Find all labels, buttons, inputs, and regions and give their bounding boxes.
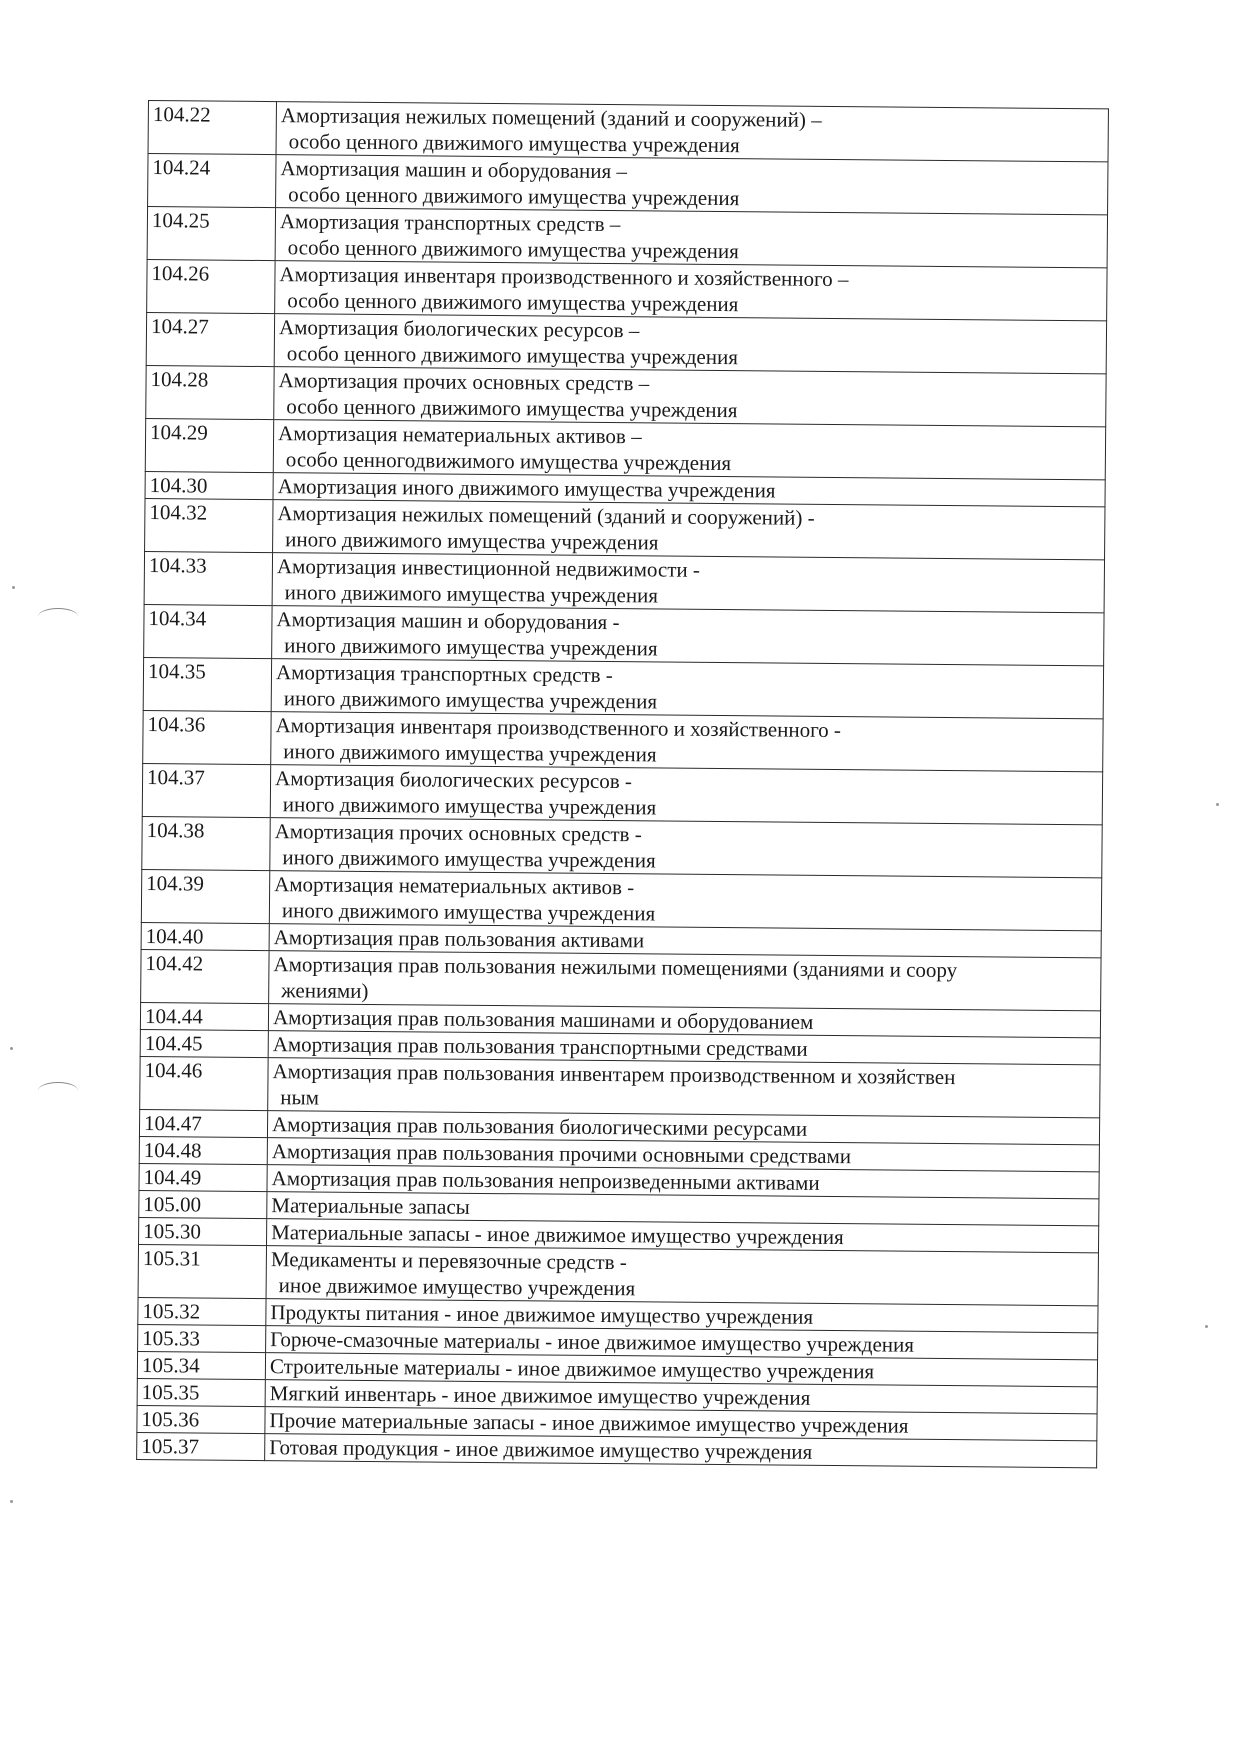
account-code: 104.33 <box>144 551 272 605</box>
table-row <box>147 207 1107 268</box>
account-code: 104.25 <box>147 207 275 261</box>
account-name-continuation: иного движимого имущества учреждения <box>285 527 659 555</box>
account-code: 105.37 <box>137 1432 265 1460</box>
account-name-line: Готовая продукция - иное движимое имущество учреждения <box>269 1435 813 1464</box>
account-code: 104.22 <box>148 101 276 155</box>
account-name <box>275 208 1107 268</box>
account-code: 104.45 <box>140 1029 268 1057</box>
accounts-sheet <box>136 100 1108 1468</box>
account-name-line: Амортизация прав пользования непроизведенными активами <box>271 1166 820 1195</box>
account-code: 104.37 <box>142 763 270 817</box>
account-code: 105.00 <box>139 1190 267 1218</box>
account-name-line: Горюче-смазочные материалы - иное движимое имущество учреждения <box>270 1327 915 1357</box>
account-name <box>273 500 1105 560</box>
table-row <box>143 657 1103 718</box>
account-name <box>271 659 1103 719</box>
account-name-line: Материальные запасы <box>271 1193 470 1219</box>
account-code: 105.31 <box>138 1244 266 1298</box>
account-name-continuation: особо ценного движимого имущества учреждения <box>287 235 739 264</box>
table-row <box>140 1056 1100 1117</box>
account-name-line: Амортизация прочих основных средств – <box>278 368 650 396</box>
table-row <box>144 604 1104 665</box>
table-row <box>147 259 1107 320</box>
account-name-continuation: особо ценного движимого имущества учреждения <box>286 341 739 370</box>
account-name-continuation: особо ценного движимого имущества учреждения <box>288 129 740 158</box>
account-code: 104.44 <box>140 1002 268 1030</box>
account-code: 104.35 <box>143 657 271 711</box>
account-name-line: Строительные материалы - иное движимое имущество учреждения <box>269 1354 875 1384</box>
account-name <box>269 951 1101 1011</box>
account-name-continuation: жениями) <box>281 978 369 1003</box>
account-code: 104.39 <box>141 869 269 923</box>
account-code: 104.36 <box>143 710 271 764</box>
table-row <box>148 101 1108 162</box>
account-code: 104.32 <box>145 498 273 552</box>
account-name-continuation: иного движимого имущества учреждения <box>282 792 657 820</box>
account-name-line: Амортизация прав пользования прочими основными средствами <box>271 1139 852 1169</box>
account-name-line: Амортизация транспортных средств - <box>275 660 613 688</box>
account-name-line: Амортизация инвентаря производственного и хозяйственного - <box>275 713 842 743</box>
account-code: 104.28 <box>146 365 274 419</box>
account-name <box>271 712 1103 772</box>
account-name-continuation: иного движимого имущества учреждения <box>283 686 658 714</box>
account-code: 104.46 <box>140 1056 268 1110</box>
account-code: 105.30 <box>139 1217 267 1245</box>
account-name-line: Амортизация биологических ресурсов – <box>278 315 640 343</box>
accounts-table <box>136 100 1109 1468</box>
table-row <box>146 312 1106 373</box>
account-name-line: Амортизация машин и оборудования - <box>276 607 620 635</box>
account-name-continuation: иного движимого имущества учреждения <box>282 845 656 873</box>
account-code: 104.40 <box>141 922 269 950</box>
account-code: 104.42 <box>141 949 269 1003</box>
account-name <box>272 606 1104 666</box>
account-code: 104.24 <box>148 154 276 208</box>
account-name <box>274 367 1106 427</box>
table-row <box>141 949 1101 1010</box>
account-name <box>276 155 1108 215</box>
account-name-line: Амортизация инвентаря производственного и хозяйственного – <box>279 262 849 292</box>
table-row <box>144 551 1104 612</box>
account-name-continuation: иного движимого имущества учреждения <box>283 739 657 767</box>
account-name <box>268 1058 1100 1118</box>
account-name <box>273 420 1105 480</box>
account-name-continuation: иного движимого имущества учреждения <box>284 580 659 608</box>
account-name <box>266 1246 1098 1306</box>
account-name <box>272 553 1104 613</box>
account-name-continuation: иное движимое имущество учреждения <box>278 1273 636 1301</box>
account-name-line: Медикаменты и перевязочные средств - <box>270 1247 627 1275</box>
account-code: 104.26 <box>147 259 275 313</box>
account-name <box>269 871 1101 931</box>
table-row <box>145 418 1105 479</box>
table-row <box>143 710 1103 771</box>
table-row <box>142 763 1102 824</box>
table-row <box>142 816 1102 877</box>
scan-speck <box>1205 1325 1208 1328</box>
account-name-line: Амортизация прав пользования инвентарем производственном и хозяйствен <box>272 1059 956 1090</box>
account-name-line: Амортизация нематериальных активов - <box>274 872 635 900</box>
account-code: 104.47 <box>139 1109 267 1137</box>
account-name-line: Амортизация прочих основных средств - <box>274 819 642 847</box>
account-name-line: Амортизация иного движимого имущества учреждения <box>277 474 776 503</box>
account-name-line: Прочие материальные запасы - иное движимое имущество учреждения <box>269 1408 909 1438</box>
account-name <box>270 765 1102 825</box>
account-name-line: Амортизация нежилых помещений (зданий и сооружений) - <box>277 501 815 530</box>
account-name-line: Амортизация прав пользования транспортными средствами <box>272 1032 808 1061</box>
account-name-line: Амортизация нежилых помещений (зданий и сооружений) – <box>280 103 822 132</box>
account-code: 104.48 <box>139 1136 267 1164</box>
account-name-line: Амортизация транспортных средств – <box>279 209 621 237</box>
table-row <box>141 869 1101 930</box>
account-name <box>274 314 1106 374</box>
account-name-continuation: особо ценного движимого имущества учреждения <box>288 182 740 211</box>
scan-speck <box>10 1047 13 1050</box>
account-code: 105.32 <box>138 1297 266 1325</box>
account-name <box>276 102 1108 162</box>
account-name <box>275 261 1107 321</box>
account-code: 104.29 <box>145 418 273 472</box>
punch-hole-mark <box>38 608 78 625</box>
account-name-line: Амортизация прав пользования нежилыми помещениями (зданиями и соору <box>273 952 958 983</box>
table-row <box>145 498 1105 559</box>
scan-speck <box>12 586 15 589</box>
account-code: 104.30 <box>145 471 273 499</box>
account-code: 105.35 <box>137 1378 265 1406</box>
table-row <box>146 365 1106 426</box>
account-code: 105.34 <box>137 1351 265 1379</box>
account-name-line: Мягкий инвентарь - иное движимое имущество учреждения <box>269 1381 811 1410</box>
account-name-line: Амортизация прав пользования машинами и оборудованием <box>272 1005 814 1034</box>
punch-hole-mark <box>38 1082 78 1099</box>
account-code: 105.36 <box>137 1405 265 1433</box>
account-name-line: Материальные запасы - иное движимое имущество учреждения <box>271 1220 844 1250</box>
account-code: 104.27 <box>146 312 274 366</box>
account-name <box>270 818 1102 878</box>
scan-speck <box>1216 803 1219 806</box>
account-name-continuation: особо ценного движимого имущества учреждения <box>286 394 738 423</box>
account-name-line: Амортизация прав пользования биологическими ресурсами <box>271 1112 808 1141</box>
account-code: 104.38 <box>142 816 270 870</box>
account-name-continuation: особо ценного движимого имущества учреждения <box>287 288 739 317</box>
account-name-continuation: особо ценногодвижимого имущества учреждения <box>285 447 732 476</box>
account-name-line: Амортизация инвестиционной недвижимости - <box>276 554 701 582</box>
scan-speck <box>10 1500 13 1503</box>
account-name-continuation: ным <box>280 1085 320 1110</box>
account-name-line: Амортизация машин и оборудования – <box>280 156 628 184</box>
account-name-line: Амортизация нематериальных активов – <box>277 421 642 449</box>
account-code: 105.33 <box>138 1324 266 1352</box>
table-row <box>148 154 1108 215</box>
account-name-continuation: иного движимого имущества учреждения <box>281 898 656 926</box>
accounts-table-body <box>137 101 1109 1468</box>
account-name-line: Амортизация прав пользования активами <box>273 925 645 953</box>
account-code: 104.34 <box>144 604 272 658</box>
account-name-continuation: иного движимого имущества учреждения <box>284 633 658 661</box>
account-code: 104.49 <box>139 1163 267 1191</box>
account-name-line: Продукты питания - иное движимое имущество учреждения <box>270 1300 814 1329</box>
account-name-line: Амортизация биологических ресурсов - <box>274 766 633 794</box>
table-row <box>138 1244 1098 1305</box>
